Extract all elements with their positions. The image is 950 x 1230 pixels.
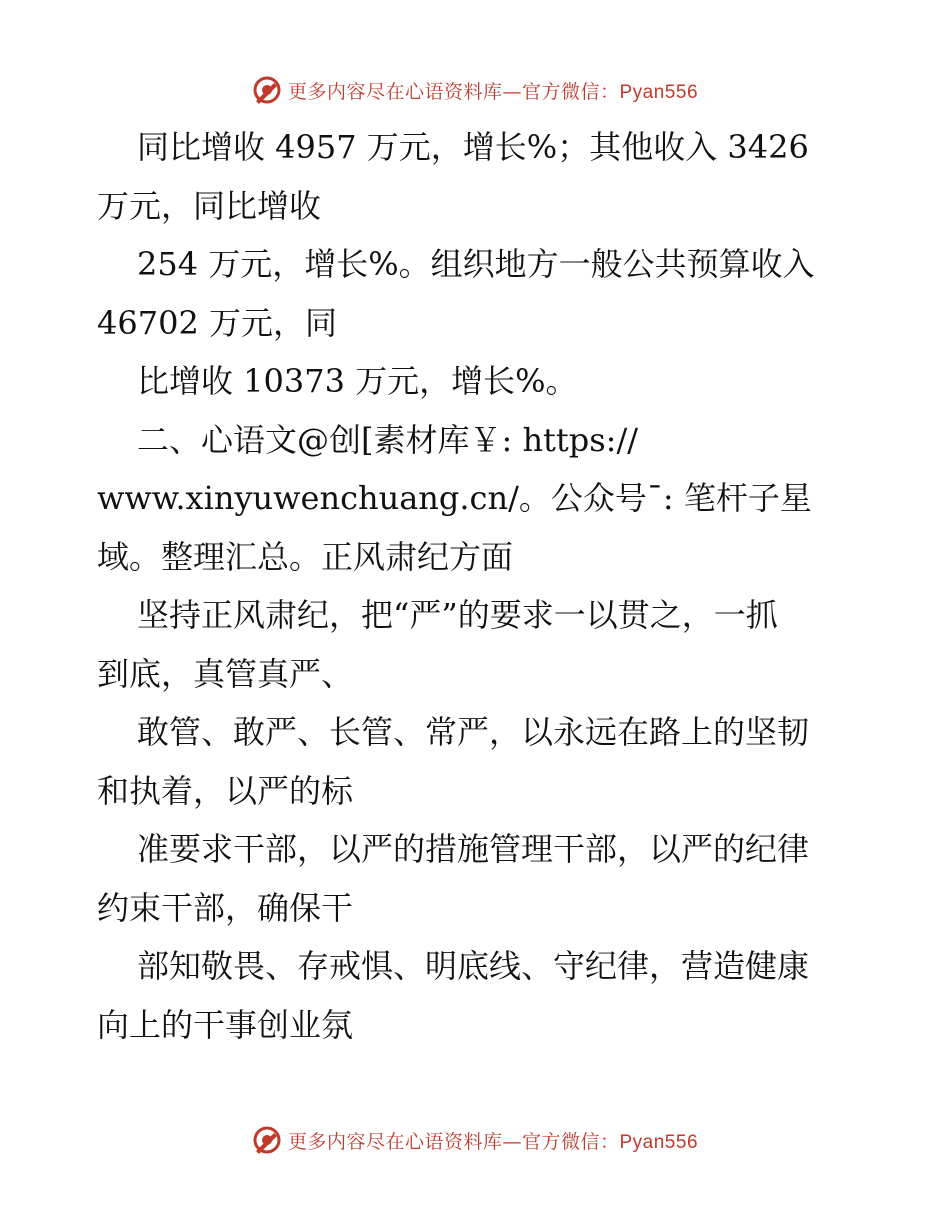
banner-wechat: 官方微信：Pyan556 — [522, 81, 699, 103]
banner-separator: — — [502, 1130, 522, 1153]
banner-wechat: 官方微信：Pyan556 — [522, 1131, 699, 1153]
text-line: 46702 万元，同 — [97, 303, 337, 342]
text-line: 向上的干事创业氛 — [97, 1005, 354, 1044]
text-line: 万元，同比增收 — [97, 186, 322, 225]
footer-banner — [0, 1122, 950, 1158]
banner-slogan: 更多内容尽在心语资料库 — [287, 1130, 503, 1153]
pen-logo-icon — [252, 1125, 282, 1155]
text-line: 准要求干部，以严的措施管理干部，以严的纪律 — [137, 830, 810, 868]
banner-separator: — — [502, 80, 522, 103]
text-line: 域。整理汇总。正风肃纪方面 — [97, 537, 514, 576]
pen-logo-icon — [252, 75, 282, 105]
text-line: 和执着，以严的标 — [97, 771, 354, 810]
text-line: 比增收 10373 万元，增长%。 — [137, 362, 578, 400]
text-line: 同比增收 4957 万元，增长%；其他收入 3426 — [137, 128, 809, 166]
text-line: 部知敬畏、存戒惧、明底线、守纪律，营造健康 — [137, 947, 810, 985]
text-line: 敢管、敢严、长管、常严，以永远在路上的坚韧 — [137, 713, 810, 751]
banner-text — [288, 1127, 698, 1154]
text-line: 坚持正风肃纪，把“严”的要求一以贯之，一抓 — [137, 596, 778, 634]
text-line: www.xinyuwenchuang.cn/。公众号¯: 笔杆子星 — [97, 479, 812, 517]
header-banner — [0, 72, 950, 108]
text-line: 到底，真管真严、 — [97, 654, 354, 693]
document-body — [97, 118, 857, 1054]
banner-slogan: 更多内容尽在心语资料库 — [287, 80, 503, 103]
text-line: 约束干部，确保干 — [97, 888, 354, 927]
text-line: 254 万元，增长%。组织地方一般公共预算收入 — [137, 245, 815, 283]
text-line: 二、心语文@创[素材库￥: https:// — [137, 420, 639, 459]
banner-text — [288, 77, 698, 104]
